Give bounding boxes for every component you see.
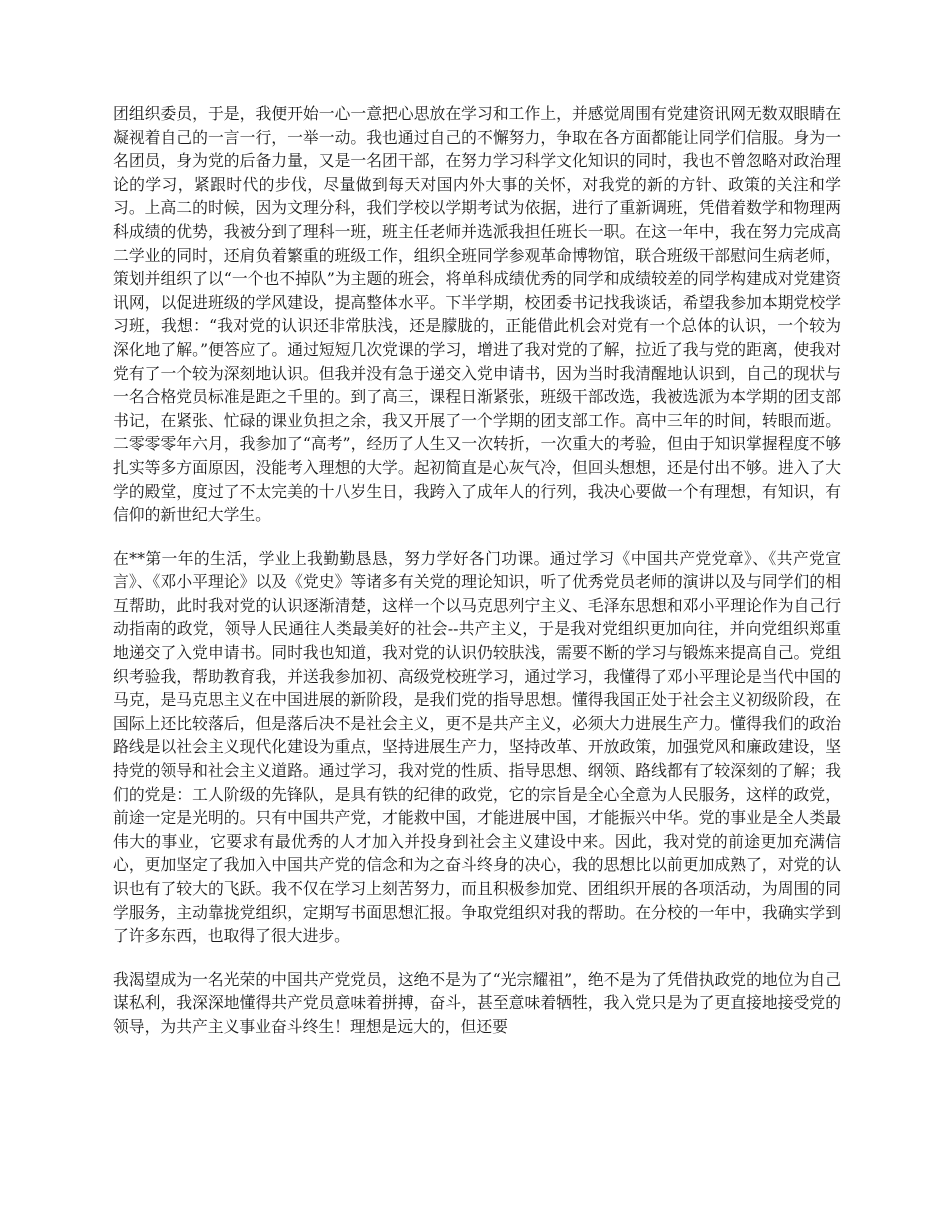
document-body	[113, 102, 841, 1059]
paragraph: 在**第一年的生活，学业上我勤勤恳恳，努力学好各门功课。通过学习《中国共产党党章》、《共产党宣言》、《邓小平理论》以及《党史》等诸多有关党的理论知识，听了优秀党员老师的演讲以及与同学们的相互帮助，此时我对党的认识逐渐清楚，这样一个以马克思列宁主义、毛泽东思想和邓小平理论作为自己行动指南的政党，领导人民通往人类最美好的社会--共产主义，于是我对党组织更加向往，并向党组织郑重地递交了入党申请书。同时我也知道，我对党的认识仍较肤浅，需要不断的学习与锻炼来提高自己。党组织考验我，帮助教育我，并送我参加初、高级党校班学习，通过学习，我懂得了邓小平理论是当代中国的马克，是马克思主义在中国进展的新阶段，是我们党的指导思想。懂得我国正处于社会主义初级阶段，在国际上还比较落后，但是落后决不是社会主义，更不是共产主义，必须大力进展生产力。懂得我们的政治路线是以社会主义现代化建设为重点，坚持进展生产力，坚持改革、开放政策，加强党风和廉政建设，坚持党的领导和社会主义道路。通过学习，我对党的性质、指导思想、纲领、路线都有了较深刻的了解；我们的党是：工人阶级的先锋队，是具有铁的纪律的政党，它的宗旨是全心全意为人民服务，这样的政党，前途一定是光明的。只有中国共产党，才能救中国，才能进展中国，才能振兴中华。党的事业是全人类最伟大的事业，它要求有最优秀的人才加入并投身到社会主义建设中来。因此，我对党的前途更加充满信心，更加坚定了我加入中国共产党的信念和为之奋斗终身的决心，我的思想比以前更加成熟了，对党的认识也有了较大的飞跃。我不仅在学习上刻苦努力，而且积极参加党、团组织开展的各项活动，为周围的同学服务，主动靠拢党组织，定期写书面思想汇报。争取党组织对我的帮助。在分校的一年中，我确实学到了许多东西，也取得了很大进步。	[113, 548, 841, 946]
paragraph: 团组织委员，于是，我便开始一心一意把心思放在学习和工作上，并感觉周围有党建资讯网无数双眼睛在凝视着自己的一言一行，一举一动。我也通过自己的不懈努力，争取在各方面都能让同学们信服。身为一名团员，身为党的后备力量，又是一名团干部，在努力学习科学文化知识的同时，我也不曾忽略对政治理论的学习，紧跟时代的步伐，尽量做到每天对国内外大事的关怀，对我党的新的方针、政策的关注和学习。上高二的时候，因为文理分科，我们学校以学期考试为依据，进行了重新调班，凭借着数学和物理两科成绩的优势，我被分到了理科一班，班主任老师并选派我担任班长一职。在这一年中，我在努力完成高二学业的同时，还肩负着繁重的班级工作，组织全班同学参观革命博物馆，联合班级干部慰问生病老师，策划并组织了以“一个也不掉队”为主题的班会，将单科成绩优秀的同学和成绩较差的同学构建成对党建资讯网，以促进班级的学风建设，提高整体水平。下半学期，校团委书记找我谈话，希望我参加本期党校学习班，我想：“我对党的认识还非常肤浅，还是朦胧的，正能借此机会对党有一个总体的认识，一个较为深化地了解。”便答应了。通过短短几次党课的学习，增进了我对党的了解，拉近了我与党的距离，使我对党有了一个较为深刻地认识。但我并没有急于递交入党申请书，因为当时我清醒地认识到，自己的现状与一名合格党员标准是距之千里的。到了高三，课程日渐紧张，班级干部改选，我被选派为本学期的团支部书记，在紧张、忙碌的课业负担之余，我又开展了一个学期的团支部工作。高中三年的时间，转眼而逝。二零零零年六月，我参加了“高考”，经历了人生又一次转折，一次重大的考验，但由于知识掌握程度不够扎实等多方面原因，没能考入理想的大学。起初简直是心灰气冷，但回头想想，还是付出不够。进入了大学的殿堂，度过了不太完美的十八岁生日，我跨入了成年人的行列，我决心要做一个有理想，有知识，有信仰的新世纪大学生。	[113, 104, 841, 525]
paragraph: 我渴望成为一名光荣的中国共产党党员，这绝不是为了“光宗耀祖”，绝不是为了凭借执政党的地位为自己谋私利，我深深地懂得共产党员意味着拼搏，奋斗，甚至意味着牺牲，我入党只是为了更直接地接受党的领导，为共产主义事业奋斗终生！理想是远大的，但还要	[113, 969, 841, 1036]
